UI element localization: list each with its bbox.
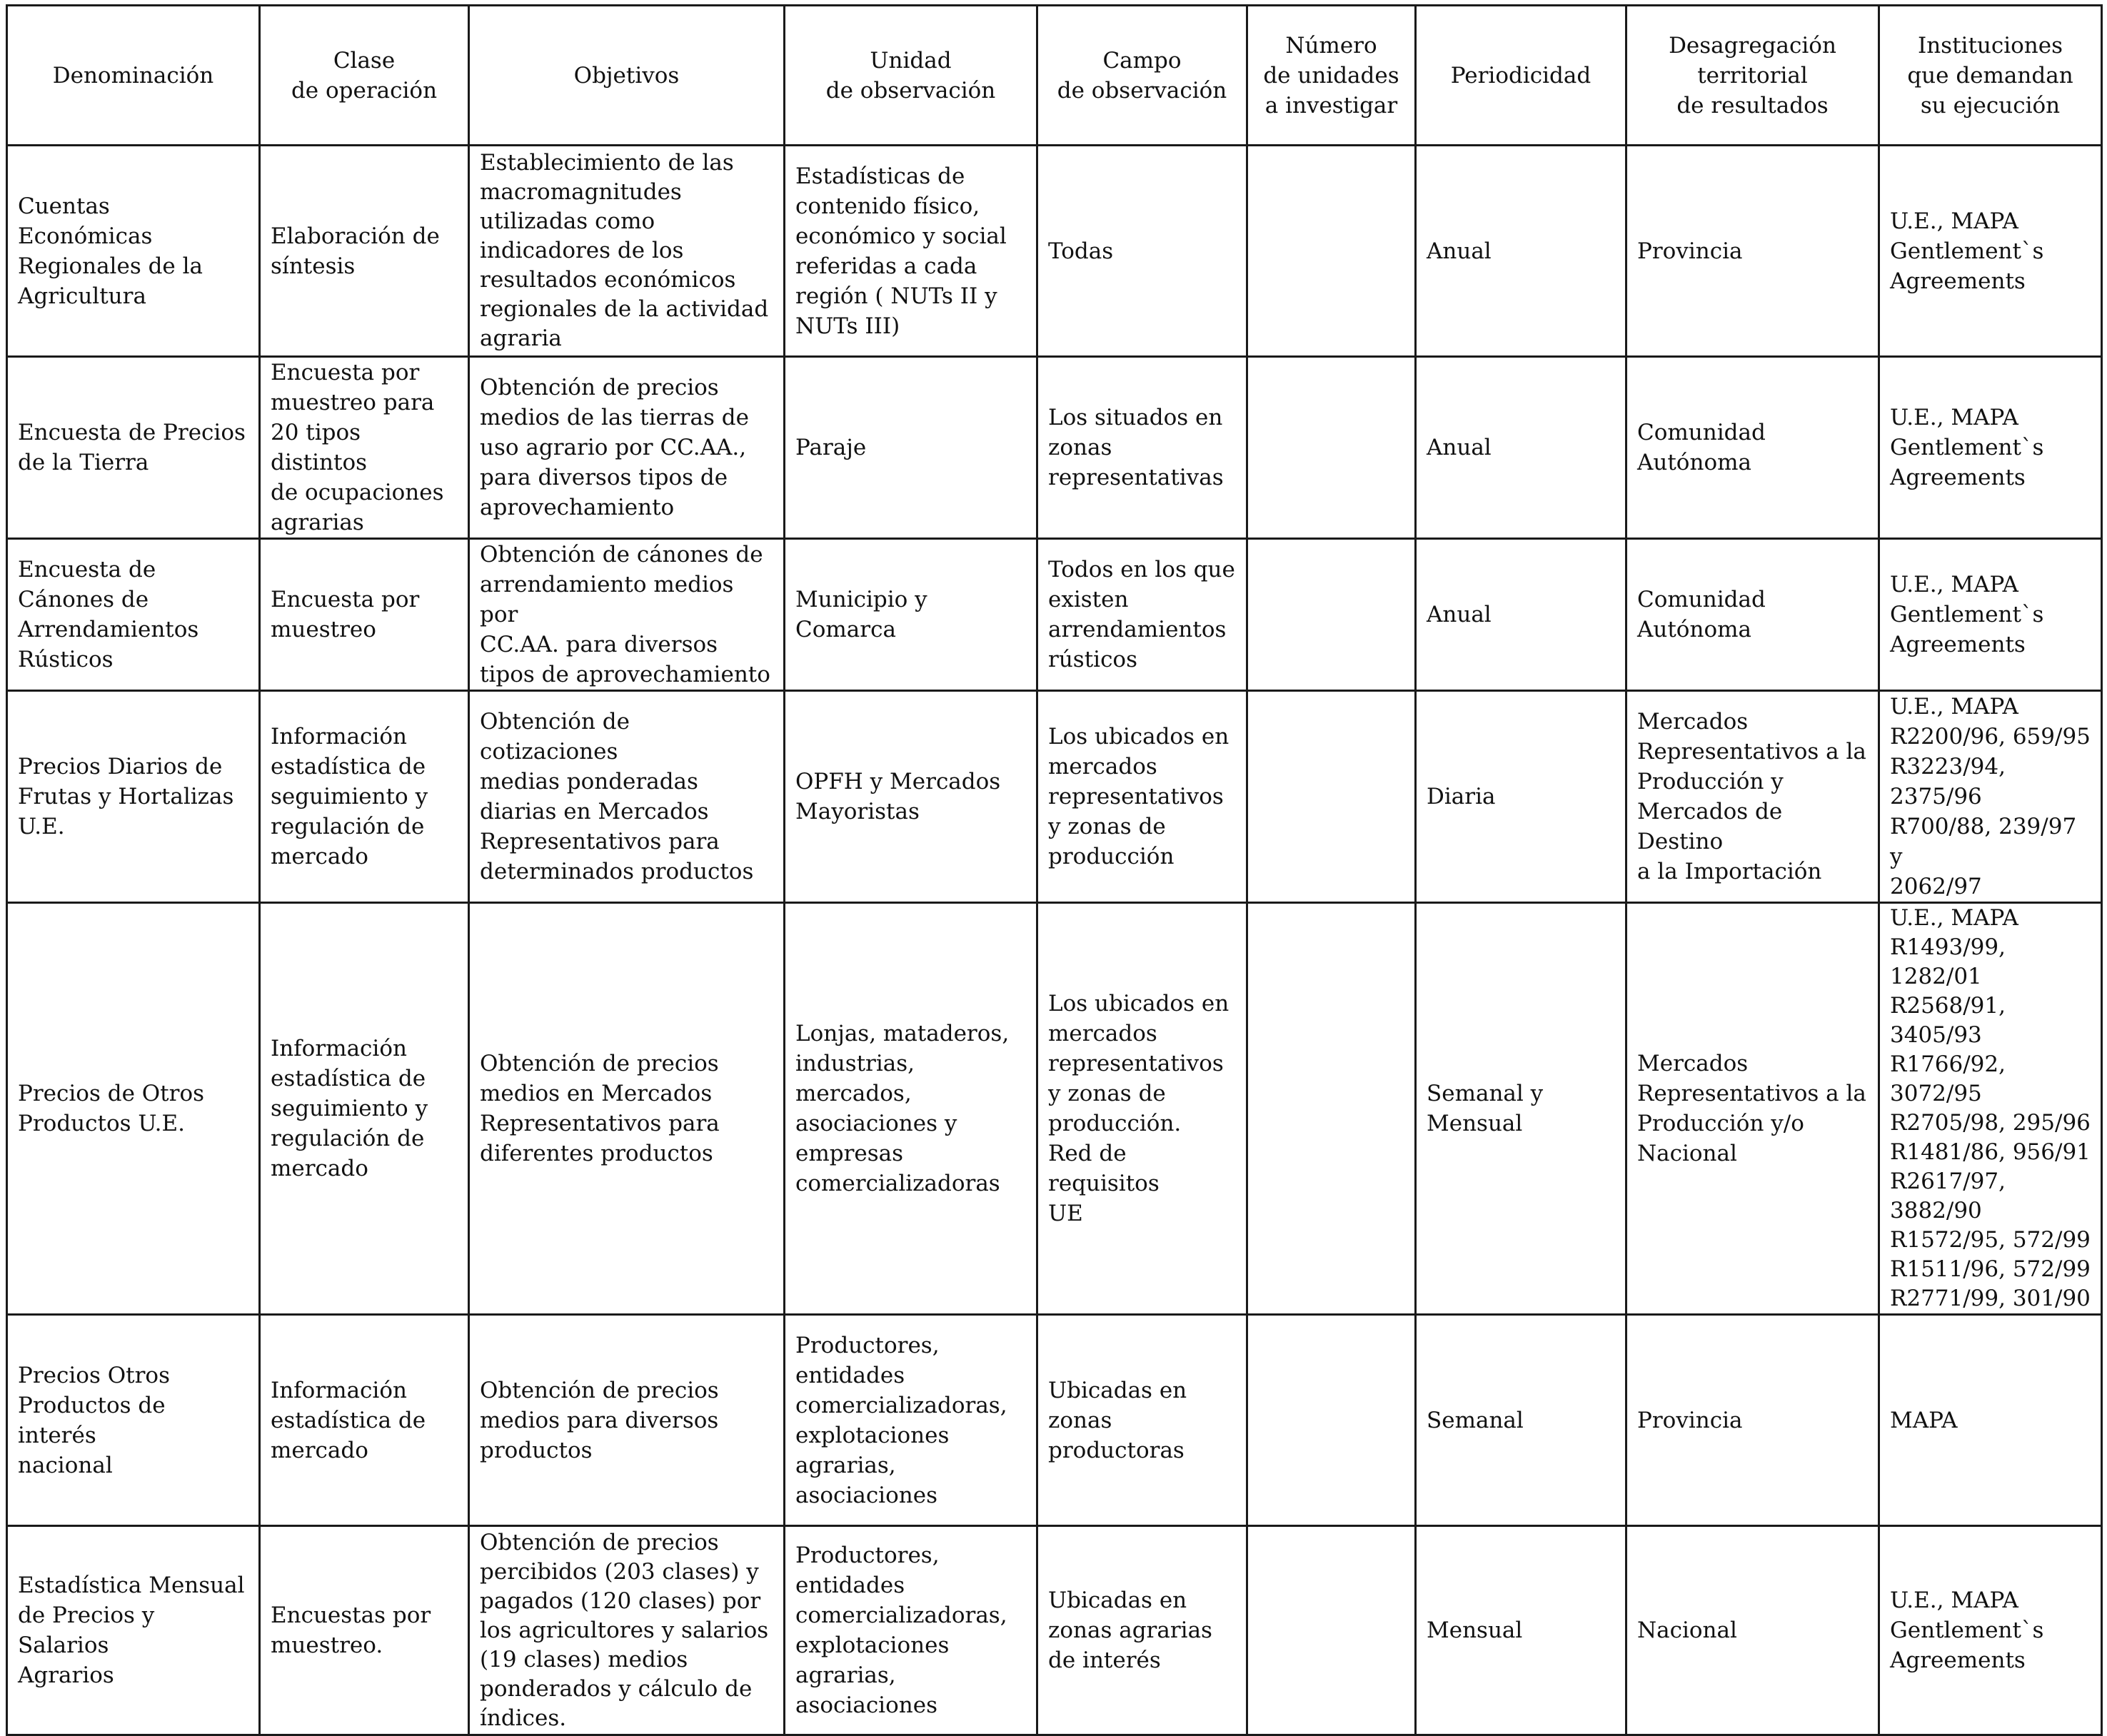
header-campo-observacion: Campo de observación xyxy=(1037,6,1247,146)
header-unidad-observacion: Unidad de observación xyxy=(785,6,1037,146)
cell-objetivos: Obtención de precios percibidos (203 clases) y pagados (120 clases) por los agricultores y salarios (19 clases) medios ponderados y cálculo de índices. xyxy=(469,1526,785,1735)
cell-objetivos: Establecimiento de las macromagnitudes utilizadas como indicadores de los resultados económicos regionales de la actividad agraria xyxy=(469,146,785,357)
cell-campo: Todos en los que existen arrendamientos rústicos xyxy=(1037,539,1247,691)
cell-campo: Los ubicados en mercados representativos y zonas de producción. Red de requisitos UE xyxy=(1037,903,1247,1315)
header-row xyxy=(7,6,2102,146)
cell-unidad: OPFH y Mercados Mayoristas xyxy=(785,691,1037,903)
cell-objetivos: Obtención de precios medios para diversos productos xyxy=(469,1315,785,1526)
cell-denominacion: Encuesta de Precios de la Tierra xyxy=(7,357,260,539)
header-periodicidad: Periodicidad xyxy=(1416,6,1626,146)
cell-desagregacion: Comunidad Autónoma xyxy=(1626,539,1879,691)
cell-numero xyxy=(1247,146,1416,357)
cell-unidad: Estadísticas de contenido físico, económico y social referidas a cada región ( NUTs II y NUTs III) xyxy=(785,146,1037,357)
header-numero-unidades: Número de unidades a investigar xyxy=(1247,6,1416,146)
cell-denominacion: Encuesta de Cánones de Arrendamientos Rústicos xyxy=(7,539,260,691)
cell-denominacion: Precios Diarios de Frutas y Hortalizas U.E. xyxy=(7,691,260,903)
cell-desagregacion: Mercados Representativos a la Producción y Mercados de Destino a la Importación xyxy=(1626,691,1879,903)
cell-denominacion: Precios de Otros Productos U.E. xyxy=(7,903,260,1315)
cell-clase: Información estadística de seguimiento y regulación de mercado xyxy=(260,691,469,903)
cell-objetivos: Obtención de precios medios en Mercados Representativos para diferentes productos xyxy=(469,903,785,1315)
cell-instituciones: U.E., MAPA Gentlement`s Agreements xyxy=(1879,1526,2102,1735)
header-denominacion: Denominación xyxy=(7,6,260,146)
cell-objetivos: Obtención de precios medios de las tierras de uso agrario por CC.AA., para diversos tipos de aprovechamiento xyxy=(469,357,785,539)
cell-clase: Información estadística de mercado xyxy=(260,1315,469,1526)
cell-objetivos: Obtención de cánones de arrendamiento medios por CC.AA. para diversos tipos de aprovechamiento xyxy=(469,539,785,691)
cell-unidad: Municipio y Comarca xyxy=(785,539,1037,691)
header-objetivos: Objetivos xyxy=(469,6,785,146)
cell-instituciones: MAPA xyxy=(1879,1315,2102,1526)
table-row xyxy=(7,1315,2102,1526)
cell-clase: Información estadística de seguimiento y regulación de mercado xyxy=(260,903,469,1315)
table-row xyxy=(7,146,2102,357)
cell-periodicidad: Semanal y Mensual xyxy=(1416,903,1626,1315)
cell-periodicidad: Anual xyxy=(1416,539,1626,691)
cell-unidad: Paraje xyxy=(785,357,1037,539)
cell-objetivos: Obtención de cotizaciones medias ponderadas diarias en Mercados Representativos para determinados productos xyxy=(469,691,785,903)
cell-instituciones: U.E., MAPA R2200/96, 659/95 R3223/94, 2375/96 R700/88, 239/97 y 2062/97 xyxy=(1879,691,2102,903)
cell-desagregacion: Mercados Representativos a la Producción y/o Nacional xyxy=(1626,903,1879,1315)
cell-denominacion: Precios Otros Productos de interés nacional xyxy=(7,1315,260,1526)
table-row xyxy=(7,1526,2102,1735)
cell-denominacion: Cuentas Económicas Regionales de la Agricultura xyxy=(7,146,260,357)
header-instituciones: Instituciones que demandan su ejecución xyxy=(1879,6,2102,146)
cell-periodicidad: Mensual xyxy=(1416,1526,1626,1735)
table-row xyxy=(7,539,2102,691)
cell-desagregacion: Comunidad Autónoma xyxy=(1626,357,1879,539)
cell-campo: Los ubicados en mercados representativos y zonas de producción xyxy=(1037,691,1247,903)
operations-table xyxy=(6,4,2103,1736)
cell-numero xyxy=(1247,357,1416,539)
cell-instituciones: U.E., MAPA Gentlement`s Agreements xyxy=(1879,539,2102,691)
cell-periodicidad: Semanal xyxy=(1416,1315,1626,1526)
cell-numero xyxy=(1247,1315,1416,1526)
cell-unidad: Productores, entidades comercializadoras, explotaciones agrarias, asociaciones xyxy=(785,1315,1037,1526)
cell-numero xyxy=(1247,903,1416,1315)
cell-clase: Elaboración de síntesis xyxy=(260,146,469,357)
cell-periodicidad: Anual xyxy=(1416,357,1626,539)
cell-campo: Todas xyxy=(1037,146,1247,357)
cell-desagregacion: Nacional xyxy=(1626,1526,1879,1735)
cell-clase: Encuesta por muestreo xyxy=(260,539,469,691)
cell-numero xyxy=(1247,539,1416,691)
cell-desagregacion: Provincia xyxy=(1626,1315,1879,1526)
cell-campo: Ubicadas en zonas agrarias de interés xyxy=(1037,1526,1247,1735)
cell-periodicidad: Anual xyxy=(1416,146,1626,357)
table-row xyxy=(7,903,2102,1315)
cell-clase: Encuesta por muestreo para 20 tipos distintos de ocupaciones agrarias xyxy=(260,357,469,539)
header-desagregacion: Desagregación territorial de resultados xyxy=(1626,6,1879,146)
cell-campo: Ubicadas en zonas productoras xyxy=(1037,1315,1247,1526)
header-clase-operacion: Clase de operación xyxy=(260,6,469,146)
cell-instituciones: U.E., MAPA Gentlement`s Agreements xyxy=(1879,357,2102,539)
cell-clase: Encuestas por muestreo. xyxy=(260,1526,469,1735)
cell-denominacion: Estadística Mensual de Precios y Salarios Agrarios xyxy=(7,1526,260,1735)
cell-campo: Los situados en zonas representativas xyxy=(1037,357,1247,539)
table-row xyxy=(7,691,2102,903)
cell-unidad: Lonjas, mataderos, industrias, mercados, asociaciones y empresas comercializadoras xyxy=(785,903,1037,1315)
table-row xyxy=(7,357,2102,539)
cell-numero xyxy=(1247,1526,1416,1735)
cell-numero xyxy=(1247,691,1416,903)
cell-unidad: Productores, entidades comercializadoras, explotaciones agrarias, asociaciones xyxy=(785,1526,1037,1735)
cell-instituciones: U.E., MAPA Gentlement`s Agreements xyxy=(1879,146,2102,357)
cell-periodicidad: Diaria xyxy=(1416,691,1626,903)
cell-desagregacion: Provincia xyxy=(1626,146,1879,357)
cell-instituciones: U.E., MAPA R1493/99, 1282/01 R2568/91, 3405/93 R1766/92, 3072/95 R2705/98, 295/96 R1481/86, 956/91 R2617/97, 3882/90 R1572/95, 572/99 R1511/96, 572/99 R2771/99, 301/90 xyxy=(1879,903,2102,1315)
